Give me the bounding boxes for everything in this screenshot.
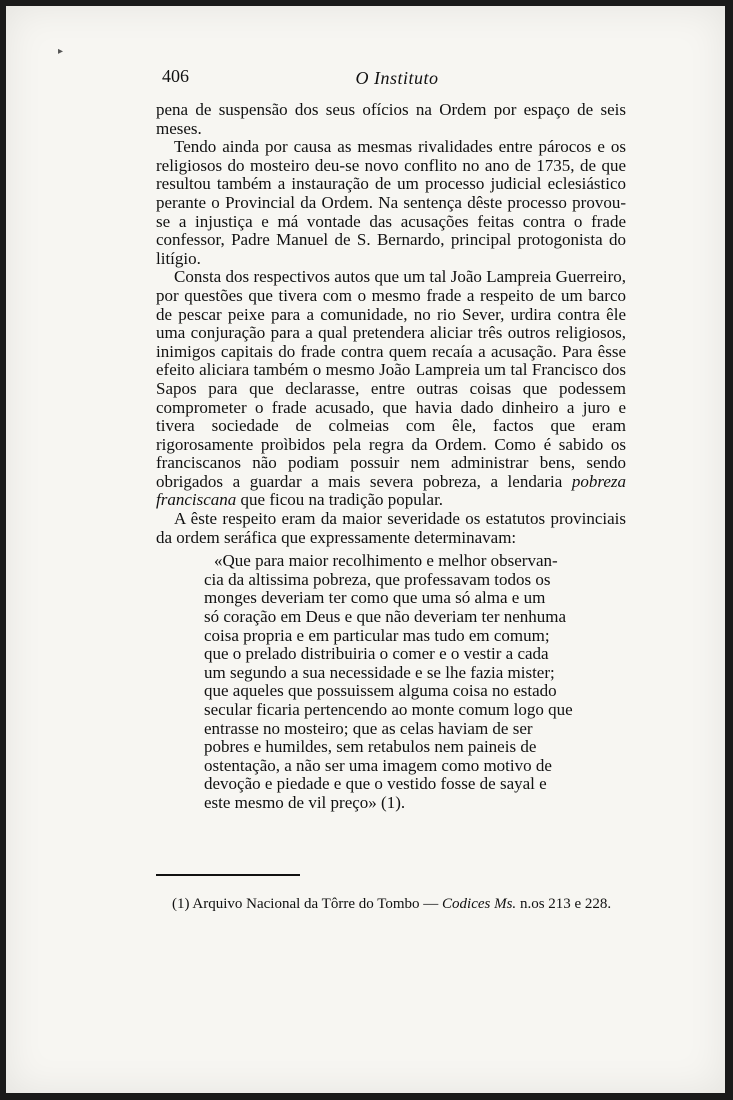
paragraph-3-text-b: que ficou na tradição popular. — [236, 490, 444, 510]
page-header — [162, 66, 632, 90]
quote-line: só coração em Deus e que não deveriam ter nenhuma — [204, 607, 567, 627]
quote-line: monges deveriam ter como que uma só alma e um — [204, 588, 546, 608]
quote-line: que aqueles que possuissem alguma coisa no estado — [204, 681, 557, 701]
block-quote — [204, 552, 626, 812]
footnote — [172, 896, 632, 913]
footnote-text-b: n.os 213 e 228. — [516, 896, 612, 912]
quote-line: um segundo a sua necessidade e se lhe fazia mister; — [204, 662, 555, 682]
footnote-rule — [156, 874, 300, 876]
page-number: 406 — [162, 66, 189, 86]
paragraph-3 — [156, 268, 626, 510]
quote-line: secular ficaria pertencendo ao monte comum logo que — [204, 700, 573, 719]
quote-line: pobres e humildes, sem retabulos nem paineis de — [204, 737, 537, 757]
quote-line: cia da altissima pobreza, que professavam todos os — [204, 569, 551, 589]
quote-line: devoção e piedade e que o vestido fosse de sayal e — [204, 774, 547, 794]
quote-line: coisa propria e em particular mas tudo em comum; — [204, 625, 550, 645]
quote-line: «Que para maior recolhimento e melhor observan- — [214, 551, 558, 571]
footnote-italic-title: Codices Ms. — [442, 896, 517, 912]
paragraph-4: A êste respeito eram da maior severidade os estatutos provinciais da ordem seráfica que expressamente determinavam: — [156, 509, 626, 547]
footnote-text-a: (1) Arquivo Nacional da Tôrre do Tombo — — [172, 896, 443, 912]
paragraph-3-text-a: Consta dos respectivos autos que um tal João Lampreia Guerreiro, por questões que tivera com o mesmo frade a respeito de um barco de pescar peixe para a comunidade, no rio Sever, urdira contra êle uma conjuração para a qual pretendera aliciar três outros religiosos, inimigos capitais do frade contra quem recaía a acusação. Para êsse efeito aliciara também o mesmo João Lampreia um tal Francisco dos Sapos para que declarasse, entre outras coisas que podessem comprometer o frade acusado, que havia dado dinheiro a juro e tivera sociedade de colmeias com êle, factos que eram rigorosamente proìbidos pela regra da Ordem. Como é sabido os franciscanos não podiam possuir nem administrar bens, sendo obrigados a guardar a mais severa pobreza, a lendaria — [156, 267, 626, 491]
running-title: O Instituto — [355, 68, 439, 88]
quote-line: que o prelado distribuiria o comer e o vestir a cada — [204, 644, 549, 664]
quote-line: ostentação, a não ser uma imagem como motivo de — [204, 755, 552, 775]
paragraph-1: pena de suspensão dos seus ofícios na Ordem por espaço de seis meses. — [156, 100, 626, 138]
quote-line: entrasse no mosteiro; que as celas haviam de ser — [204, 718, 533, 738]
main-text — [156, 101, 626, 813]
paragraph-3-italic-term: pobreza franciscana — [156, 471, 626, 510]
quote-line: este mesmo de vil preço» (1). — [204, 792, 406, 812]
paragraph-2: Tendo ainda por causa as mesmas rivalidades entre párocos e os religiosos do mosteiro deu-se novo conflito no ano de 1735, de que resultou também a instauração de um processo judicial eclesiástico perante o Provincial da Ordem. Na sentença dêste processo provou-se a injustiça e má vontade das acusações feitas contra o frade confessor, Padre Manuel de S. Bernardo, principal protogonista do litígio. — [156, 137, 626, 268]
ink-smudge: ▸ — [58, 46, 64, 57]
